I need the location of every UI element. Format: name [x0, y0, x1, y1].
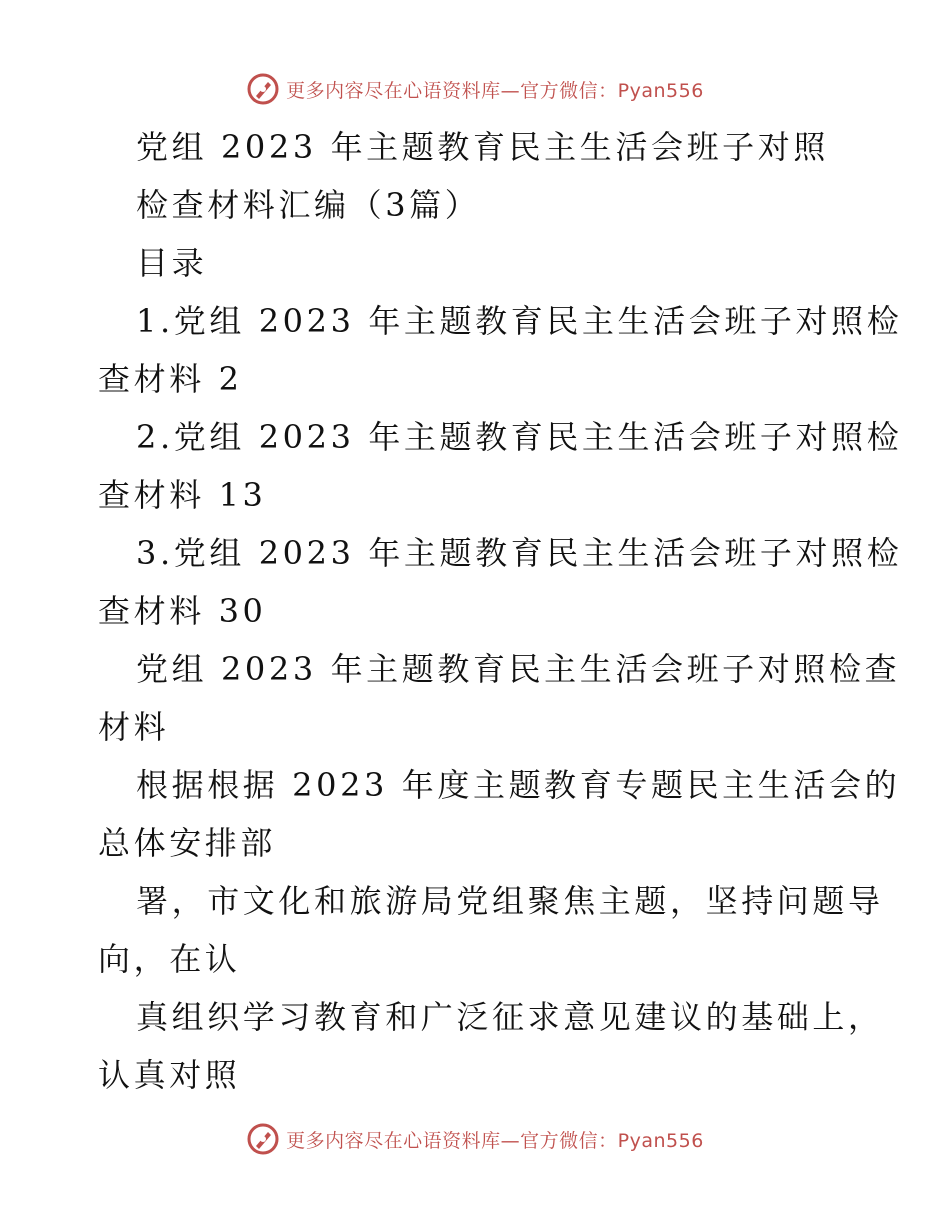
toc-item-3-line-2: 查材料 30 [98, 592, 267, 630]
paragraph-2-line-1: 署，市文化和旅游局党组聚焦主题，坚持问题导 [136, 882, 884, 920]
document-body [98, 118, 903, 1104]
pen-logo-icon [246, 72, 280, 106]
paragraph-1-line-2: 总体安排部 [98, 824, 277, 862]
doc-title-line-2: 检查材料汇编（3篇） [136, 186, 481, 224]
toc-item-1-line-2: 查材料 2 [98, 360, 243, 398]
section-title-line-1: 党组 2023 年主题教育民主生活会班子对照检查 [136, 650, 901, 688]
watermark-text: 更多内容尽在心语资料库—官方微信：Pyan556 [286, 79, 704, 102]
pen-logo-icon [246, 1122, 280, 1156]
doc-title-line-1: 党组 2023 年主题教育民主生活会班子对照 [136, 128, 829, 166]
section-title-line-2: 材料 [98, 708, 170, 746]
footer-watermark [0, 1122, 950, 1156]
toc-item-2-line-1: 2.党组 2023 年主题教育民主生活会班子对照检 [136, 418, 903, 456]
toc-item-2-line-2: 查材料 13 [98, 476, 267, 514]
toc-item-1-line-1: 1.党组 2023 年主题教育民主生活会班子对照检 [136, 302, 903, 340]
toc-item-3-line-1: 3.党组 2023 年主题教育民主生活会班子对照检 [136, 534, 903, 572]
paragraph-3-line-1: 真组织学习教育和广泛征求意见建议的基础上， [136, 998, 884, 1036]
paragraph-1-line-1: 根据根据 2023 年度主题教育专题民主生活会的 [136, 766, 901, 804]
watermark-text: 更多内容尽在心语资料库—官方微信：Pyan556 [286, 1129, 704, 1152]
toc-heading: 目录 [136, 244, 208, 282]
header-watermark [0, 72, 950, 106]
paragraph-2-line-2: 向，在认 [98, 940, 241, 978]
paragraph-3-line-2: 认真对照 [98, 1056, 241, 1094]
